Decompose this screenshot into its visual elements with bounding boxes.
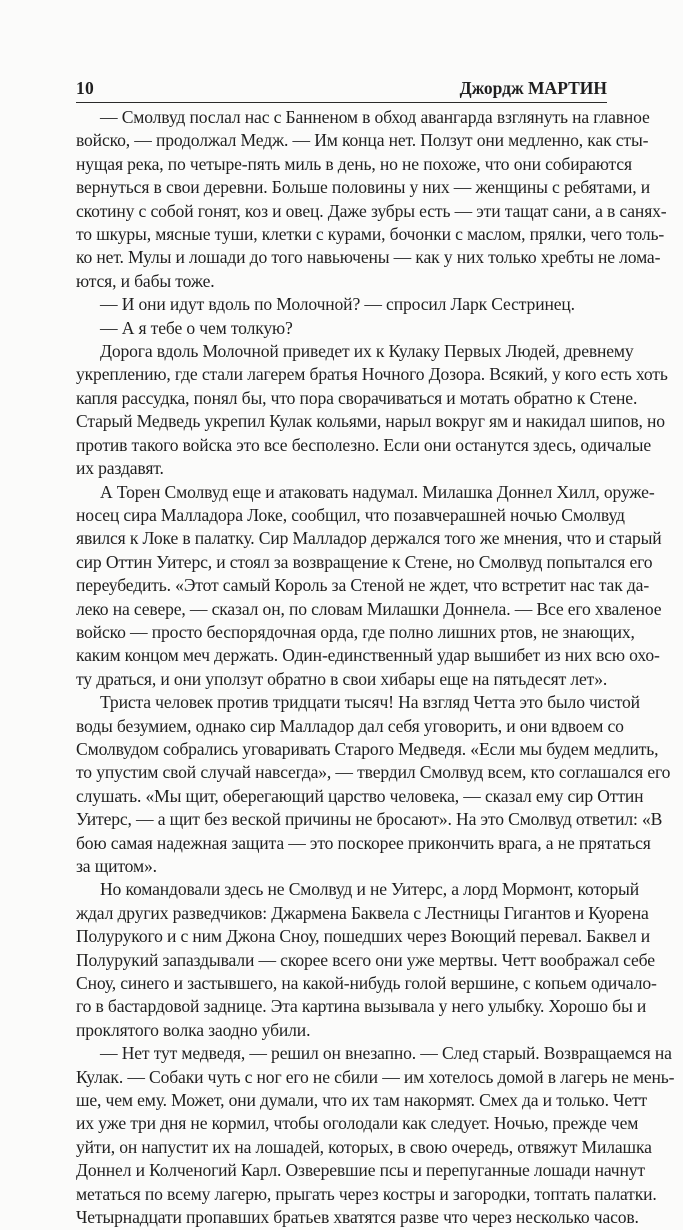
text-line: укреплению, где стали лагерем братья Ночного Дозора. Всякий, у кого есть хоть: [76, 364, 668, 385]
text-line: Сноу, синего и застывшего, на какой-нибудь голой вершине, с копьем одичало-: [76, 973, 657, 994]
text-line: то упустим свой случай навсегда», — твердил Смолвуд всем, кто соглашался его: [76, 762, 671, 783]
text-line: носец сира Малладора Локе, сообщил, что позавчерашней ночью Смолвуд: [76, 504, 625, 525]
text-line: Кулак. — Собаки чуть с ног его не сбили — им хотелось домой в лагерь не мень-: [76, 1066, 675, 1087]
text-line: уйти, он напустит их на лошадей, которых, в свою очередь, отвяжут Милашка: [76, 1136, 652, 1157]
text-line: вернуться в свои деревни. Больше половины у них — женщины с ребятами, и: [76, 177, 650, 198]
text-line: нущая река, по четыре-пять миль в день, но не похоже, что они собираются: [76, 153, 632, 174]
text-line: Старый Медведь укрепил Кулак кольями, нарыл вокруг ям и накидал шипов, но: [76, 411, 665, 432]
paragraph-first-line: — Нет тут медведя, — решил он внезапно. — След старый. Возвращаемся на: [100, 1043, 672, 1064]
text-line: войско — просто беспорядочная орда, где полно лишних ртов, не знающих,: [76, 621, 635, 642]
text-line: войско, — продолжал Медж. — Им конца нет. Ползут они медленно, как сты-: [76, 130, 649, 151]
text-line: Четырнадцати пропавших братьев хватятся разве что через несколько часов.: [76, 1207, 639, 1228]
page-number: 10: [76, 78, 94, 98]
running-header: [76, 72, 607, 103]
text-line: сир Оттин Уитерс, и стоял за возвращение к Стене, но Смолвуд попытался его: [76, 551, 653, 572]
text-line: Полурукого и с ним Джона Сноу, пошедших через Воющий перевал. Баквел и: [76, 926, 651, 947]
text-line: го в бастардовой заднице. Эта картина вызывала у него улыбку. Хорошо бы и: [76, 996, 647, 1017]
page-body-text: [76, 106, 675, 1230]
text-line: ше, чем ему. Может, они думали, что их там накормят. Смех да и только. Четт: [76, 1090, 648, 1111]
text-line: Уитерс, — а щит без веской причины не бросают». На это Смолвуд ответил: «В: [76, 809, 663, 830]
text-line: Доннел и Колченогий Карл. Озверевшие псы и перепуганные лошади начнут: [76, 1160, 645, 1181]
text-line: Смолвудом собрались уговаривать Старого Медведя. «Если мы будем медлить,: [76, 738, 659, 759]
paragraph-first-line: — Смолвуд послал нас с Банненом в обход авангарда взглянуть на главное: [100, 107, 650, 127]
book-page: [76, 72, 675, 1230]
paragraph-first-line: Триста человек против тридцати тысяч! На взгляд Четта это было чистой: [100, 692, 640, 713]
text-line: Полурукий запаздывали — скорее всего они уже мертвы. Четт воображал себе: [76, 949, 655, 970]
paragraph-first-line: Но командовали здесь не Смолвуд и не Уитерс, а лорд Мормонт, который: [100, 879, 639, 900]
paragraph-first-line: — И они идут вдоль по Молочной? — спросил Ларк Сестринец.: [100, 294, 575, 315]
text-line: каким концом меч держать. Один-единственный удар вышибет из них всю охо-: [76, 645, 660, 666]
text-line: ко нет. Мулы и лошади до того навьючены — как у них только хребты не лома-: [76, 247, 661, 268]
text-line: их раздавят.: [76, 458, 164, 479]
text-line: скотину с собой гонят, коз и овец. Даже зубры есть — эти тащат сани, а в санях-: [76, 200, 667, 221]
text-line: метаться по всему лагерю, прыгать через костры и загородки, топтать палатки.: [76, 1183, 657, 1204]
running-header-author: Джордж МАРТИН: [459, 78, 607, 98]
text-line: против такого войска это все бесполезно. Если они останутся здесь, одичалые: [76, 434, 652, 455]
text-line: ются, и бабы тоже.: [76, 270, 215, 291]
text-line: проклятого волка заодно убили.: [76, 1019, 311, 1040]
text-line: воды безумием, однако сир Малладор дал себя уговорить, и они вдвоем со: [76, 715, 624, 736]
text-line: за щитом».: [76, 856, 157, 876]
text-line: то шкуры, мясные туши, клетки с курами, бочонки с маслом, прялки, чего толь-: [76, 224, 665, 245]
text-line: бою самая надежная защита — это поскорее прикончить врага, а не прятаться: [76, 832, 651, 853]
text-line: леко на севере, — сказал он, по словам Милашки Доннела. — Все его хваленое: [76, 598, 662, 619]
paragraph-first-line: Дорога вдоль Молочной приведет их к Кулаку Первых Людей, древнему: [100, 341, 634, 362]
paragraph-first-line: А Торен Смолвуд еще и атаковать надумал. Милашка Доннел Хилл, оруже-: [100, 481, 655, 502]
text-line: переубедить. «Этот самый Король за Стеной не ждет, что встретит нас так да-: [76, 575, 650, 596]
text-line: ждал других разведчиков: Джармена Баквела с Лестницы Гигантов и Куорена: [76, 902, 649, 923]
text-line: ту драться, и они уползут обратно в свои хибары еще на пятьдесят лет».: [76, 668, 608, 689]
text-line: капля рассудка, понял бы, что пора сворачиваться и мотать обратно к Стене.: [76, 387, 638, 408]
text-line: их уже три дня не кормил, чтобы оголодали как следует. Ночью, прежде чем: [76, 1113, 639, 1134]
text-line: явился к Локе в палатку. Сир Малладор держался того же мнения, что и старый: [76, 528, 662, 549]
text-line: слушать. «Мы щит, оберегающий царство человека, — сказал ему сир Оттин: [76, 785, 644, 806]
paragraph-first-line: — А я тебе о чем толкую?: [100, 317, 293, 338]
